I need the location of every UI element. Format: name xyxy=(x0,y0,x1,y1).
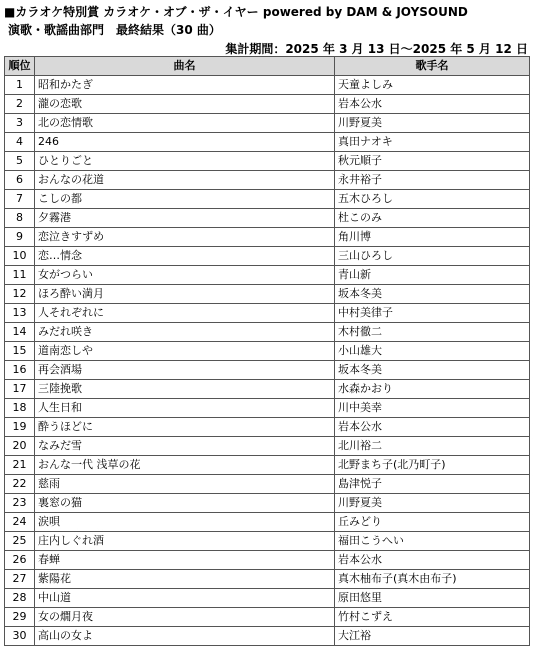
song-title-cell: ほろ酔い満月 xyxy=(35,285,335,304)
song-title-cell: 慈雨 xyxy=(35,475,335,494)
song-title-cell: 瀧の恋歌 xyxy=(35,95,335,114)
song-title-cell: おんな一代 浅草の花 xyxy=(35,456,335,475)
song-title-cell: 恋…情念 xyxy=(35,247,335,266)
artist-name-cell: 竹村こずえ xyxy=(335,608,530,627)
rank-cell: 4 xyxy=(5,133,35,152)
table-row xyxy=(5,209,530,228)
aggregation-period: 集計期間：2025 年 3 月 13 日～2025 年 5 月 12 日 xyxy=(225,42,528,56)
song-title-cell: おんなの花道 xyxy=(35,171,335,190)
song-title-cell: 再会酒場 xyxy=(35,361,335,380)
song-title-cell: 裏窓の猫 xyxy=(35,494,335,513)
artist-name-cell: 中村美律子 xyxy=(335,304,530,323)
rank-cell: 9 xyxy=(5,228,35,247)
rank-cell: 8 xyxy=(5,209,35,228)
artist-name-cell: 丘みどり xyxy=(335,513,530,532)
artist-name-cell: 川野夏美 xyxy=(335,494,530,513)
table-row xyxy=(5,627,530,646)
table-row xyxy=(5,475,530,494)
song-title-cell: 女の燗月夜 xyxy=(35,608,335,627)
table-row xyxy=(5,456,530,475)
table-row xyxy=(5,494,530,513)
song-title-cell: 夕霧港 xyxy=(35,209,335,228)
artist-name-cell: 岩本公水 xyxy=(335,551,530,570)
rank-cell: 5 xyxy=(5,152,35,171)
artist-name-cell: 五木ひろし xyxy=(335,190,530,209)
table-row xyxy=(5,247,530,266)
song-title-cell: 春蝉 xyxy=(35,551,335,570)
song-title-cell: 高山の女よ xyxy=(35,627,335,646)
rank-cell: 24 xyxy=(5,513,35,532)
column-header-rank: 順位 xyxy=(5,57,35,76)
rank-cell: 26 xyxy=(5,551,35,570)
artist-name-cell: 北川裕二 xyxy=(335,437,530,456)
artist-name-cell: 真田ナオキ xyxy=(335,133,530,152)
song-title-cell: 中山道 xyxy=(35,589,335,608)
artist-name-cell: 川野夏美 xyxy=(335,114,530,133)
rank-cell: 28 xyxy=(5,589,35,608)
rank-cell: 16 xyxy=(5,361,35,380)
artist-name-cell: 三山ひろし xyxy=(335,247,530,266)
song-title-cell: 女がつらい xyxy=(35,266,335,285)
table-row xyxy=(5,266,530,285)
rank-cell: 12 xyxy=(5,285,35,304)
song-title-cell: 昭和かたぎ xyxy=(35,76,335,95)
table-row xyxy=(5,285,530,304)
rank-cell: 15 xyxy=(5,342,35,361)
song-title-cell: みだれ咲き xyxy=(35,323,335,342)
table-row xyxy=(5,114,530,133)
rank-cell: 2 xyxy=(5,95,35,114)
artist-name-cell: 秋元順子 xyxy=(335,152,530,171)
artist-name-cell: 青山新 xyxy=(335,266,530,285)
table-row xyxy=(5,589,530,608)
song-title-cell: 北の恋情歌 xyxy=(35,114,335,133)
song-title-cell: 酔うほどに xyxy=(35,418,335,437)
artist-name-cell: 水森かおり xyxy=(335,380,530,399)
rank-cell: 1 xyxy=(5,76,35,95)
table-row xyxy=(5,152,530,171)
song-title-cell: 246 xyxy=(35,133,335,152)
song-title-cell: 庄内しぐれ酒 xyxy=(35,532,335,551)
table-row xyxy=(5,437,530,456)
page-subtitle: 演歌・歌謡曲部門 最終結果（30 曲） xyxy=(8,23,221,37)
artist-name-cell: 岩本公水 xyxy=(335,95,530,114)
rank-cell: 19 xyxy=(5,418,35,437)
table-row xyxy=(5,570,530,589)
table-row xyxy=(5,551,530,570)
artist-name-cell: 福田こうへい xyxy=(335,532,530,551)
table-row xyxy=(5,361,530,380)
column-header-artist: 歌手名 xyxy=(335,57,530,76)
table-row xyxy=(5,380,530,399)
table-row xyxy=(5,342,530,361)
rank-cell: 30 xyxy=(5,627,35,646)
table-row xyxy=(5,418,530,437)
song-title-cell: 恋泣きすずめ xyxy=(35,228,335,247)
ranking-table xyxy=(4,56,530,646)
rank-cell: 11 xyxy=(5,266,35,285)
table-row xyxy=(5,190,530,209)
artist-name-cell: 坂本冬美 xyxy=(335,361,530,380)
rank-cell: 25 xyxy=(5,532,35,551)
rank-cell: 6 xyxy=(5,171,35,190)
song-title-cell: 道南恋しや xyxy=(35,342,335,361)
artist-name-cell: 杜このみ xyxy=(335,209,530,228)
song-title-cell: 人生日和 xyxy=(35,399,335,418)
table-row xyxy=(5,323,530,342)
rank-cell: 10 xyxy=(5,247,35,266)
table-row xyxy=(5,133,530,152)
artist-name-cell: 永井裕子 xyxy=(335,171,530,190)
rank-cell: 23 xyxy=(5,494,35,513)
artist-name-cell: 小山雄大 xyxy=(335,342,530,361)
table-row xyxy=(5,608,530,627)
artist-name-cell: 川中美幸 xyxy=(335,399,530,418)
artist-name-cell: 木村徹二 xyxy=(335,323,530,342)
artist-name-cell: 角川博 xyxy=(335,228,530,247)
artist-name-cell: 坂本冬美 xyxy=(335,285,530,304)
song-title-cell: 涙唄 xyxy=(35,513,335,532)
rank-cell: 13 xyxy=(5,304,35,323)
rank-cell: 17 xyxy=(5,380,35,399)
table-row xyxy=(5,399,530,418)
table-row xyxy=(5,532,530,551)
song-title-cell: ひとりごと xyxy=(35,152,335,171)
rank-cell: 20 xyxy=(5,437,35,456)
rank-cell: 3 xyxy=(5,114,35,133)
song-title-cell: 人それぞれに xyxy=(35,304,335,323)
rank-cell: 14 xyxy=(5,323,35,342)
artist-name-cell: 真木柚布子(真木由布子) xyxy=(335,570,530,589)
rank-cell: 22 xyxy=(5,475,35,494)
rank-cell: 21 xyxy=(5,456,35,475)
rank-cell: 18 xyxy=(5,399,35,418)
rank-cell: 27 xyxy=(5,570,35,589)
table-row xyxy=(5,513,530,532)
artist-name-cell: 大江裕 xyxy=(335,627,530,646)
song-title-cell: 紫陽花 xyxy=(35,570,335,589)
rank-cell: 29 xyxy=(5,608,35,627)
artist-name-cell: 北野まち子(北乃町子) xyxy=(335,456,530,475)
table-row xyxy=(5,228,530,247)
table-header-row xyxy=(5,57,530,76)
table-row xyxy=(5,304,530,323)
column-header-song: 曲名 xyxy=(35,57,335,76)
song-title-cell: こしの都 xyxy=(35,190,335,209)
artist-name-cell: 原田悠里 xyxy=(335,589,530,608)
artist-name-cell: 天童よしみ xyxy=(335,76,530,95)
page-title: ■カラオケ特別賞 カラオケ・オブ・ザ・イヤー powered by DAM & JOYSOUND xyxy=(4,5,468,19)
table-row xyxy=(5,76,530,95)
song-title-cell: 三陸挽歌 xyxy=(35,380,335,399)
song-title-cell: なみだ雪 xyxy=(35,437,335,456)
table-row xyxy=(5,95,530,114)
artist-name-cell: 岩本公水 xyxy=(335,418,530,437)
table-row xyxy=(5,171,530,190)
artist-name-cell: 島津悦子 xyxy=(335,475,530,494)
rank-cell: 7 xyxy=(5,190,35,209)
